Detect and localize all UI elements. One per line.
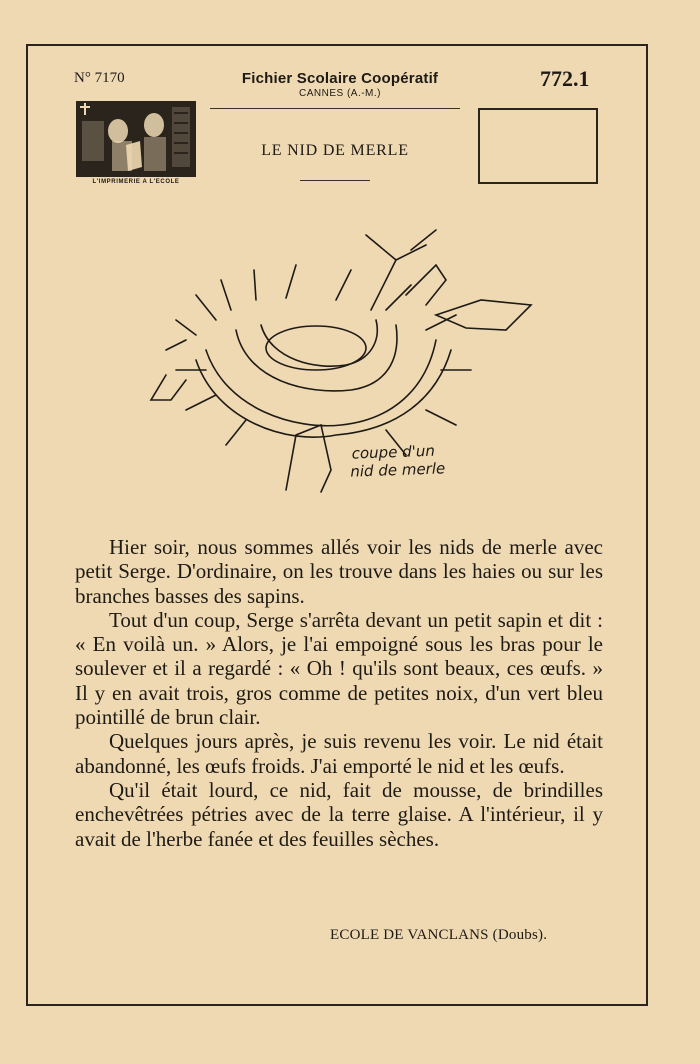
signature: ECOLE DE VANCLANS (Doubs). [330, 927, 548, 943]
printing-press-logo [76, 101, 196, 177]
page-border [26, 44, 648, 1006]
illustration-caption [349, 441, 445, 480]
sheet-number: N° 7170 [74, 70, 125, 86]
paragraph: Quelques jours après, je suis revenu les voir. Le nid était abandonné, les œufs froids. J'ai emporté le nid et les œufs. [75, 729, 603, 778]
publisher-name: Fichier Scolaire Coopératif [241, 70, 439, 87]
paragraph: Tout d'un coup, Serge s'arrêta devant un petit sapin et dit : « En voilà un. » Alors, je l'ai empoigné sous les bras pour le soulever et il a regardé : « Oh ! qu'ils sont beaux, ces œufs. » Il y en avait trois, gros comme de petites noix, d'un vert bleu pointillé de brun clair. [75, 607, 603, 730]
nest-illustration [136, 220, 546, 502]
paragraph: Qu'il était lourd, ce nid, fait de mousse, de brindilles enchevêtrées pétries avec de la terre glaise. A l'intérieur, il y avait de l'herbe fanée et des feuilles sèches. [75, 777, 603, 851]
illustration-caption-line: nid de merle [350, 459, 446, 481]
publisher-header [205, 70, 475, 99]
logo-caption: L'IMPRIMERIE A L'ECOLE [92, 179, 180, 185]
empty-box [478, 108, 598, 184]
paragraph: Hier soir, nous sommes allés voir les nids de merle avec petit Serge. D'ordinaire, on les trouve dans les haies ou sur les branches basses des sapins. [75, 535, 603, 608]
body-text [75, 535, 603, 851]
publisher-city: CANNES (A.-M.) [299, 88, 381, 99]
page-title: LE NID DE MERLE [261, 142, 409, 159]
header-rule [210, 108, 460, 109]
title-rule [300, 180, 370, 181]
classification-number: 772.1 [540, 66, 590, 91]
illustration-caption-line: coupe d'un [351, 441, 436, 463]
